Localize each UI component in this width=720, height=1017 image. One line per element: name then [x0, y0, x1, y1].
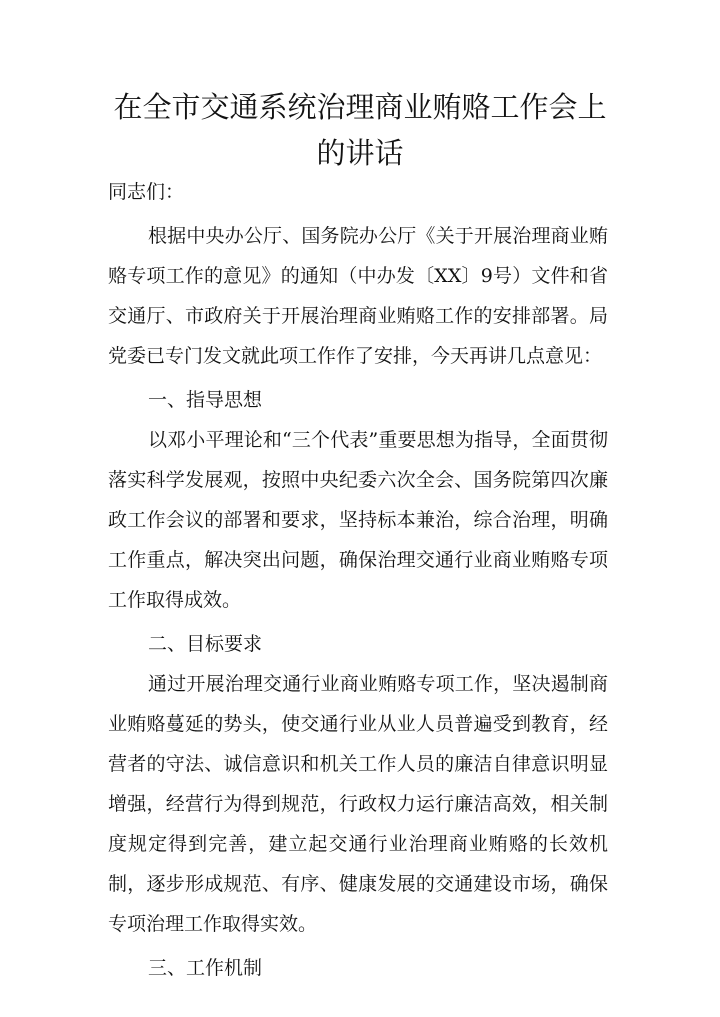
- section-text-goals: 通过开展治理交通行业商业贿赂专项工作，坚决遏制商业贿赂蔓延的势头，使交通行业从业人员普遍受到教育，经营者的守法、诚信意识和机关工作人员的廉洁自律意识明显增强，经营行为得到规范，行政权力运行廉洁高效，相关制度规定得到完善，建立起交通行业治理商业贿赂的长效机制，逐步形成规范、有序、健康发展的交通建设市场，确保专项治理工作取得实效。: [108, 673, 608, 935]
- section-heading-goals: 二、目标要求: [148, 633, 263, 655]
- document-title: 在全市交通系统治理商业贿赂工作会上的讲话: [113, 90, 607, 170]
- intro-paragraph: 根据中央办公厅、国务院办公厅《关于开展治理商业贿赂专项工作的意见》的通知（中办发〔XX〕9号）文件和省交通厅、市政府关于开展治理商业贿赂工作的安排部署。局党委已专门发文就此项工作作了安排，今天再讲几点意见：: [108, 225, 608, 367]
- section-heading-work-mechanism: 三、工作机制: [148, 957, 263, 979]
- section-text-guiding-ideology: 以邓小平理论和“三个代表”重要思想为指导，全面贯彻落实科学发展观，按照中央纪委六次全会、国务院第四次廉政工作会议的部署和要求，坚持标本兼治，综合治理，明确工作重点，解决突出问题，确保治理交通行业商业贿赂专项工作取得成效。: [108, 429, 608, 611]
- document-body: [108, 172, 608, 988]
- salutation: 同志们：: [108, 181, 185, 203]
- section-heading-guiding-ideology: 一、指导思想: [148, 389, 263, 411]
